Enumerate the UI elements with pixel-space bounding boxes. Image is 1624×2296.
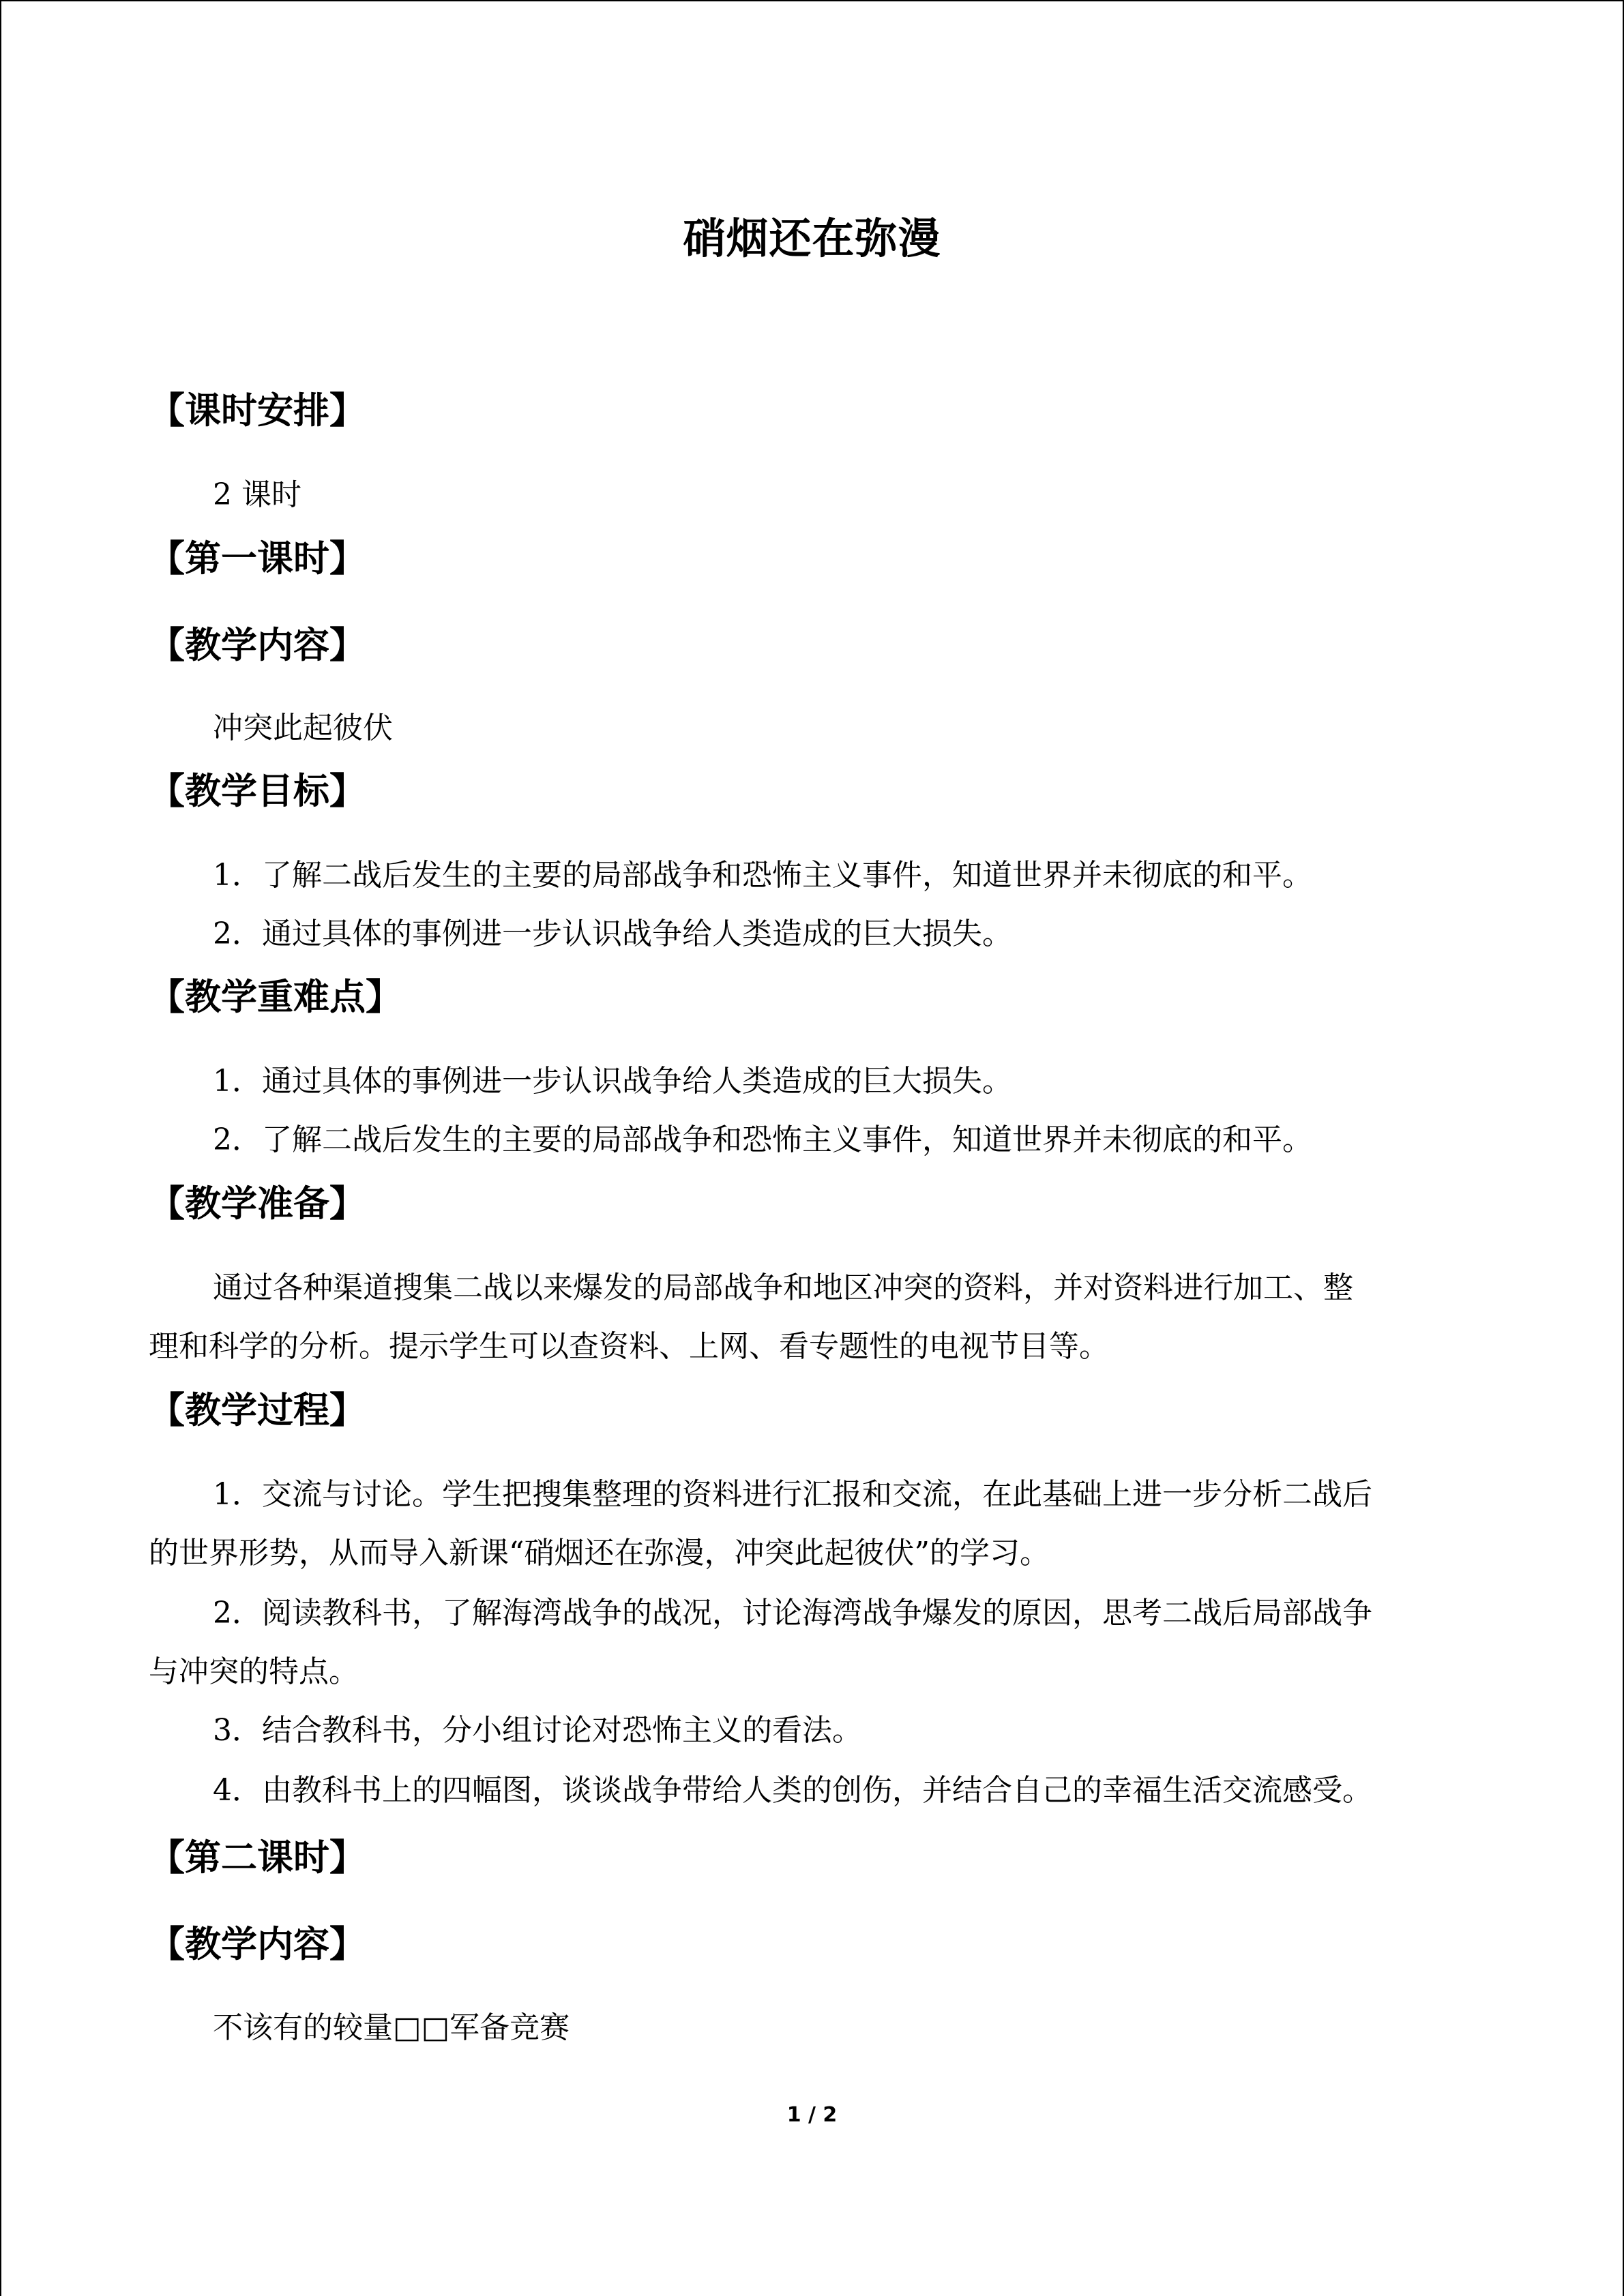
process-line: 1．交流与讨论。学生把搜集整理的资料进行汇报和交流，在此基础上进一步分析二战后	[213, 1477, 1372, 1512]
content-text-2: 不该有的较量□□军备竞赛	[213, 2010, 570, 2045]
document-title: 硝烟还在弥漫	[683, 213, 941, 263]
key-point-item: 2．了解二战后发生的主要的局部战争和恐怖主义事件，知道世界并未彻底的和平。	[213, 1122, 1312, 1157]
process-line: 2．阅读教科书，了解海湾战争的战况，讨论海湾战争爆发的原因，思考二战后局部战争	[213, 1596, 1372, 1630]
schedule-heading: 【课时安排】	[149, 390, 366, 432]
key-point-item: 1．通过具体的事例进一步认识战争给人类造成的巨大损失。	[213, 1064, 1012, 1099]
process-heading: 【教学过程】	[149, 1390, 366, 1431]
process-line: 3．结合教科书，分小组讨论对恐怖主义的看法。	[213, 1713, 862, 1748]
lesson-1-heading: 【第一课时】	[149, 538, 366, 580]
goal-item: 2．通过具体的事例进一步认识战争给人类造成的巨大损失。	[213, 916, 1012, 951]
schedule-text: 2 课时	[213, 477, 301, 512]
process-line: 与冲突的特点。	[149, 1654, 359, 1689]
process-line: 4．由教科书上的四幅图，谈谈战争带给人类的创伤，并结合自己的幸福生活交流感受。	[213, 1773, 1372, 1808]
lesson-2-heading: 【第二课时】	[149, 1837, 366, 1879]
page-number: 1 / 2	[786, 2103, 838, 2127]
goal-item: 1．了解二战后发生的主要的局部战争和恐怖主义事件，知道世界并未彻底的和平。	[213, 858, 1312, 893]
process-line: 的世界形势，从而导入新课“硝烟还在弥漫，冲突此起彼伏”的学习。	[149, 1536, 1050, 1570]
goals-heading: 【教学目标】	[149, 771, 366, 812]
content-heading-1: 【教学内容】	[149, 625, 366, 666]
prep-line: 理和科学的分析。提示学生可以查资料、上网、看专题性的电视节目等。	[149, 1329, 1109, 1364]
prep-heading: 【教学准备】	[149, 1183, 366, 1225]
prep-line: 通过各种渠道搜集二战以来爆发的局部战争和地区冲突的资料，并对资料进行加工、整	[213, 1270, 1353, 1305]
content-heading-2: 【教学内容】	[149, 1924, 366, 1965]
key-points-heading: 【教学重难点】	[149, 976, 402, 1018]
content-text-1: 冲突此起彼伏	[213, 711, 393, 745]
